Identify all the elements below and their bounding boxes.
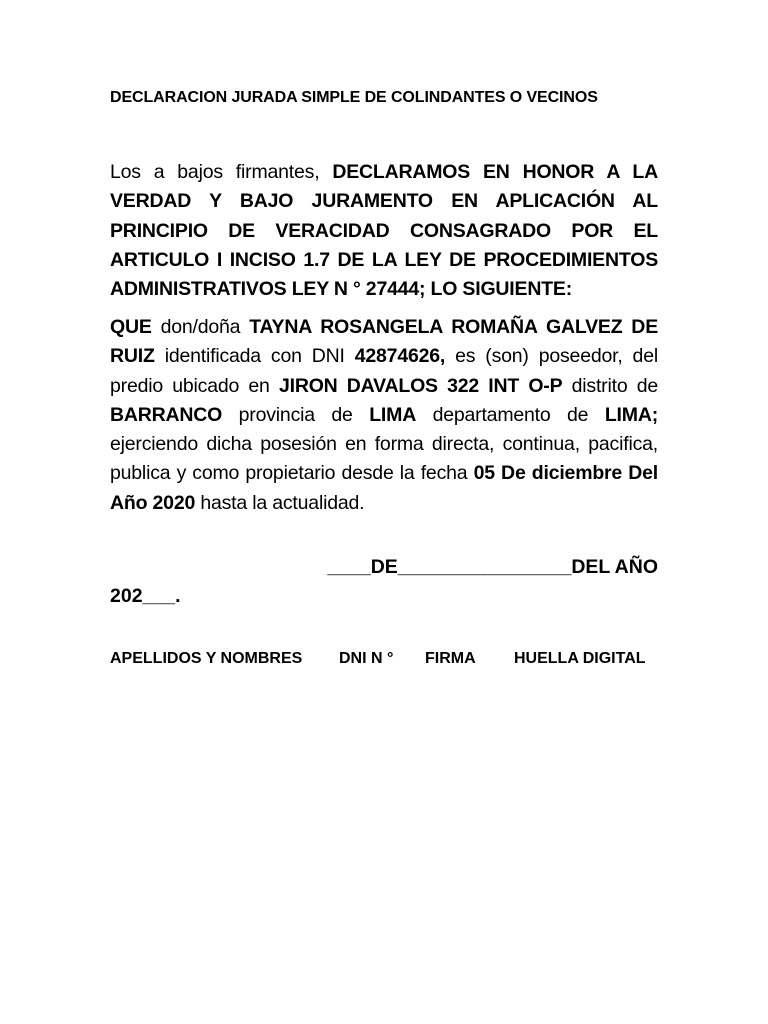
dni-number: 42874626, [354, 345, 446, 368]
statement-text-1: don/doña [151, 316, 250, 338]
declaration-paragraph [110, 158, 658, 304]
declaration-text: DECLARAMOS EN HONOR A LA VERDAD Y BAJO JURAMENTO EN APLICACIÓN AL PRINCIPIO DE VERACIDAD CONSAGRADO POR EL ARTICULO I INCISO 1.7 DE LA LEY DE PROCEDIMIENTOS ADMINISTRATIVOS LEY N ° 27444; LO SIGUIENTE: [110, 161, 658, 301]
dni-column-label: DNI N ° [339, 650, 394, 667]
statement-paragraph [110, 313, 658, 518]
property-address: JIRON DAVALOS 322 INT O-P [278, 374, 563, 397]
possession-date: 05 De diciembre Del Año 2020 [110, 462, 658, 514]
date-line-part2: 202___. [110, 585, 181, 608]
fingerprint-column-label: HUELLA DIGITAL [514, 650, 646, 667]
names-column-label: APELLIDOS Y NOMBRES [110, 650, 303, 667]
statement-text-3: es (son) poseedor, del predio ubicado en [110, 345, 658, 397]
department-name: LIMA; [604, 403, 658, 426]
statement-text-5: provincia de [222, 403, 370, 426]
intro-text: Los a bajos firmantes, [110, 161, 333, 183]
province-name: LIMA [369, 403, 417, 426]
que-label: QUE [110, 316, 152, 338]
document-title: DECLARACION JURADA SIMPLE DE COLINDANTES O VECINOS [110, 89, 598, 106]
district-name: BARRANCO [110, 403, 223, 426]
declarant-name: TAYNA ROSANGELA ROMAÑA GALVEZ DE RUIZ [110, 316, 658, 368]
statement-text-2: identificada con DNI [154, 345, 355, 368]
statement-text-6: departamento de [416, 403, 605, 426]
signature-date-line [110, 553, 658, 612]
statement-text-8: hasta la actualidad. [195, 491, 365, 514]
date-line-part1: ____DE________________DEL AÑO [327, 556, 658, 578]
statement-text-7: ejerciendo dicha posesión en forma directa, continua, pacifica, publica y como propietario desde la fecha [110, 433, 658, 485]
signature-column-label: FIRMA [425, 650, 476, 667]
statement-text-4: distrito de [562, 374, 659, 397]
